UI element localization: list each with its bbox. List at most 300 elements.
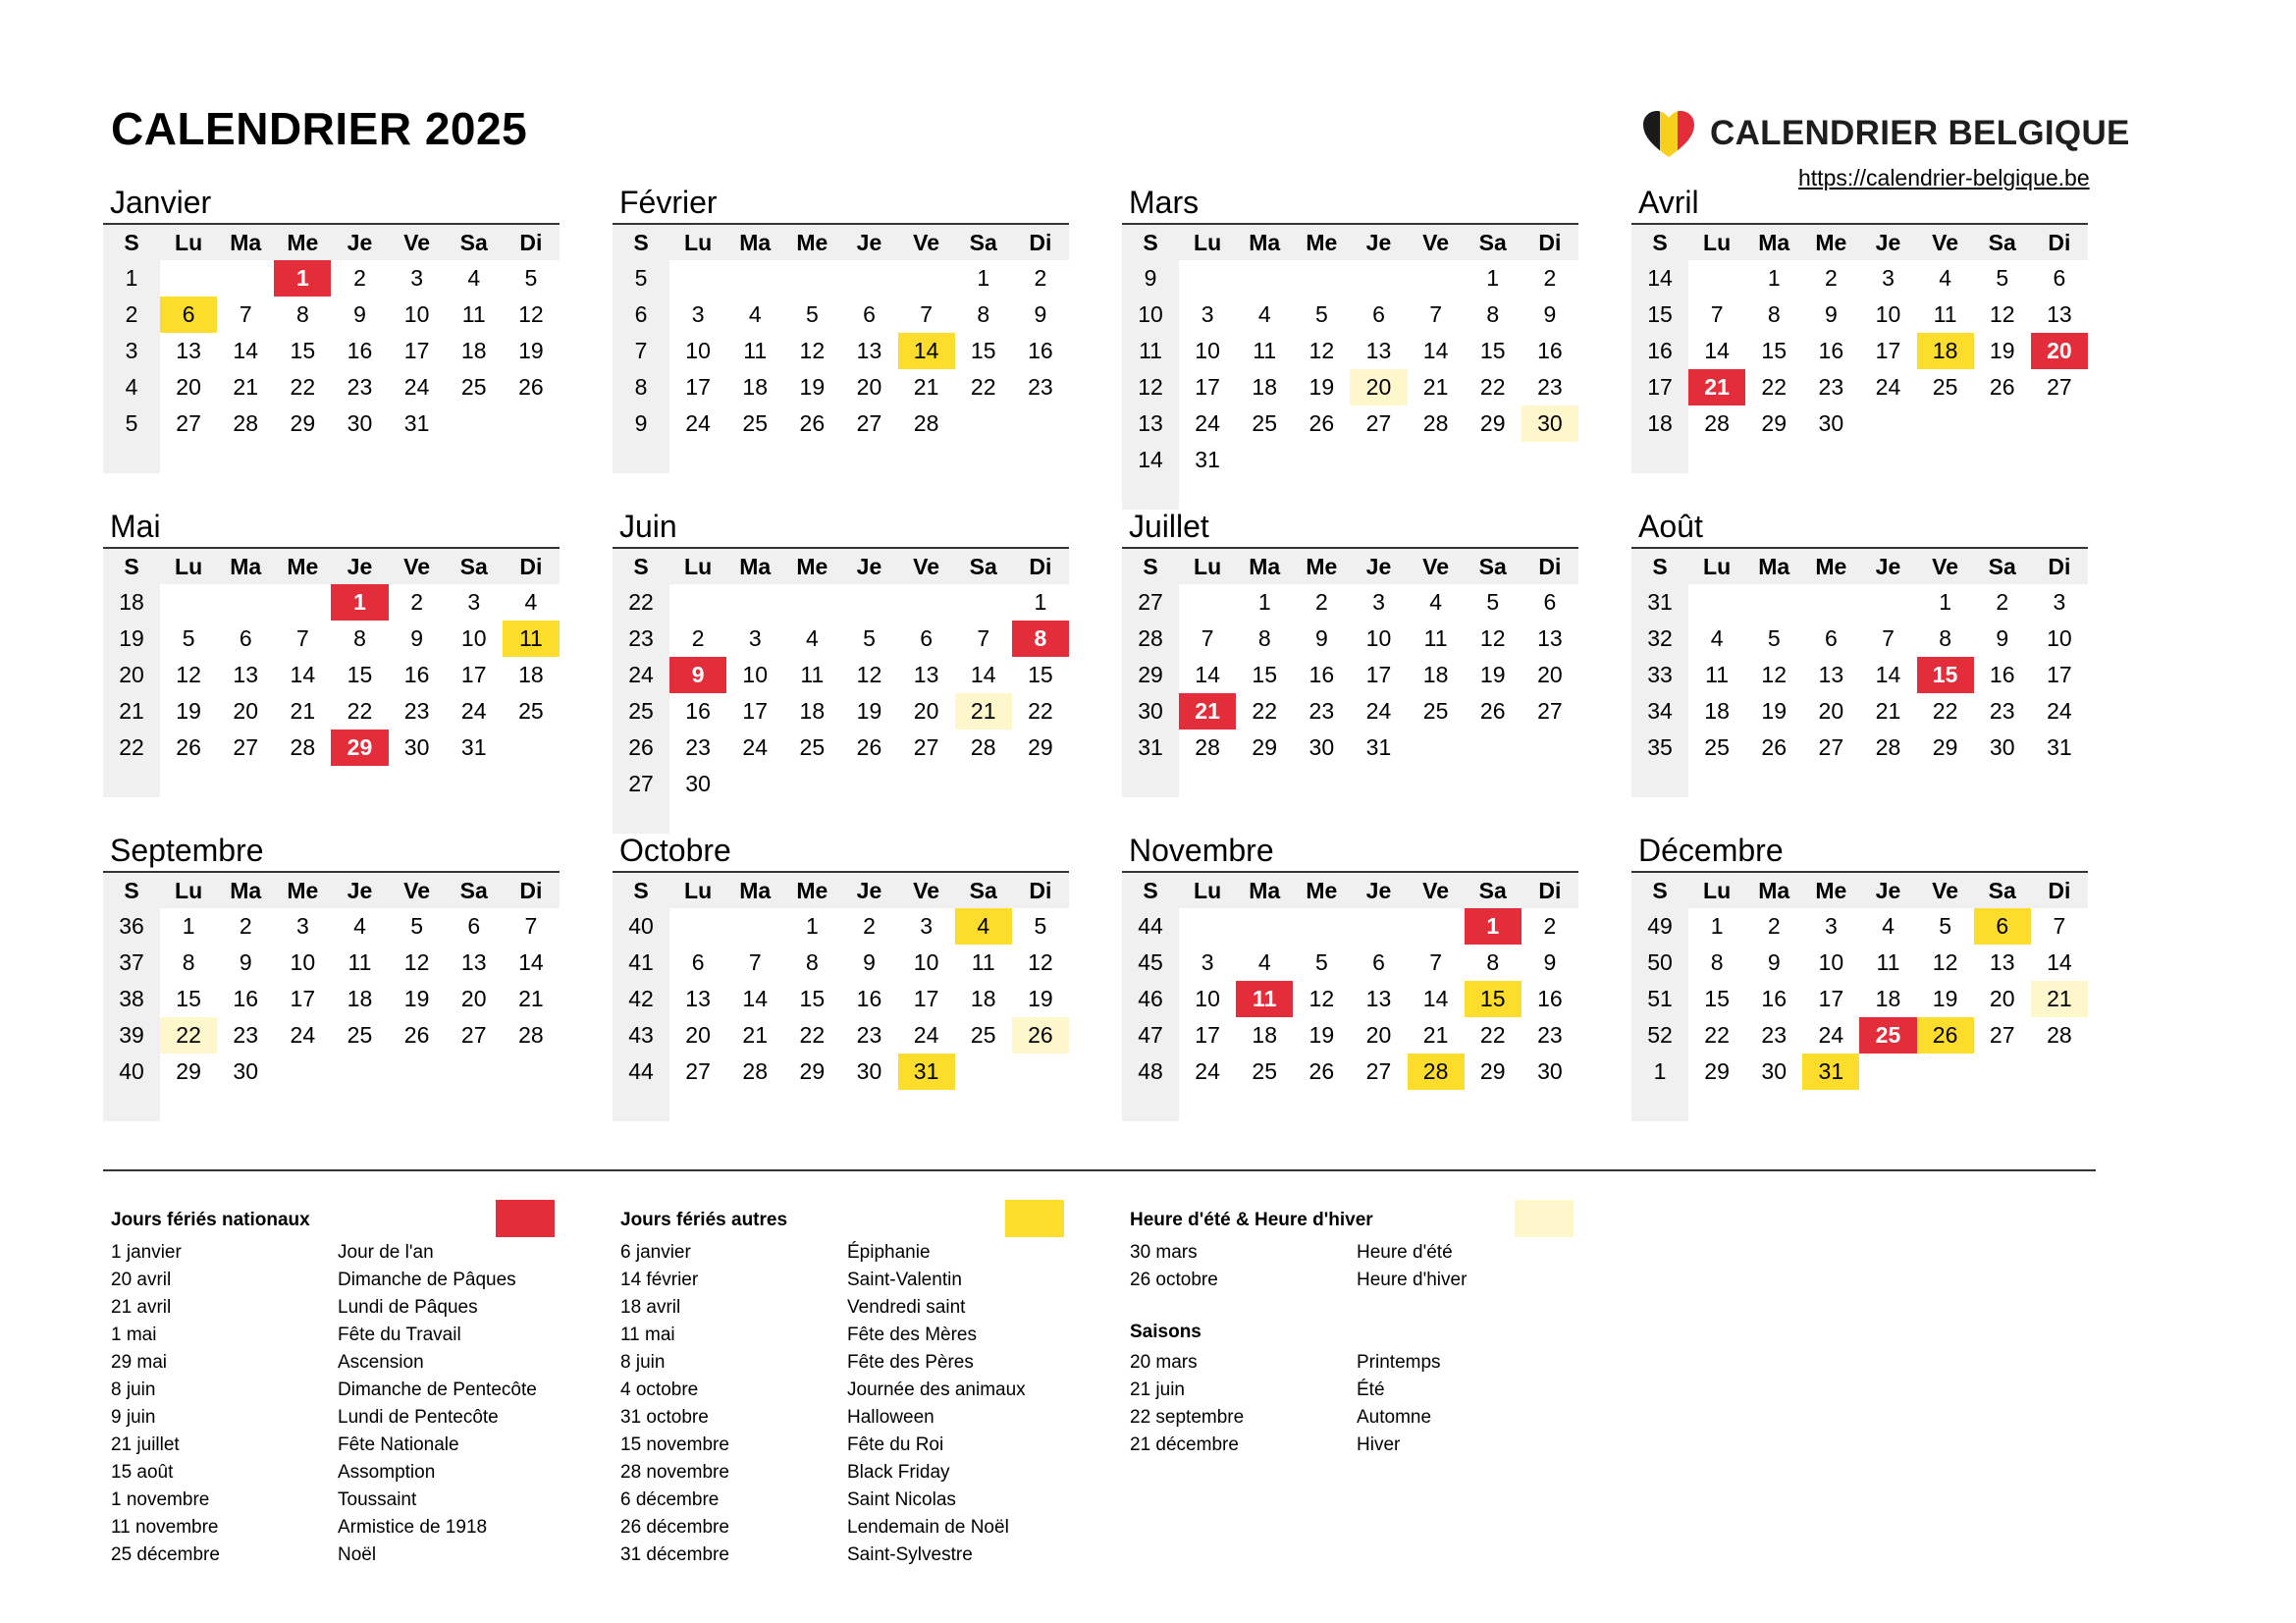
day-cell[interactable]: 6 — [1824, 625, 1838, 651]
day-cell[interactable]: 4 — [1710, 625, 1724, 651]
day-cell[interactable]: 14 — [1704, 338, 1730, 363]
day-cell[interactable]: 3 — [467, 589, 481, 615]
day-cell[interactable]: 8 — [1939, 625, 1951, 651]
day-cell[interactable]: 2 — [1996, 589, 2009, 615]
day-cell[interactable]: 27 — [1537, 698, 1563, 724]
day-cell[interactable]: 22 — [799, 1022, 826, 1048]
day-cell[interactable]: 15 — [1704, 986, 1730, 1011]
day-cell[interactable]: 5 — [524, 265, 538, 291]
day-cell[interactable]: 21 — [1179, 693, 1236, 730]
day-cell[interactable]: 30 — [1761, 1058, 1788, 1084]
day-cell[interactable]: 1 — [1257, 589, 1271, 615]
day-cell[interactable]: 13 — [685, 986, 711, 1011]
day-cell[interactable]: 17 — [403, 338, 430, 363]
day-cell[interactable]: 29 — [1028, 734, 1053, 760]
day-cell[interactable]: 12 — [856, 662, 882, 687]
day-cell[interactable]: 22 — [1932, 698, 1958, 724]
day-cell[interactable]: 11 — [461, 301, 486, 327]
day-cell[interactable]: 7 — [977, 625, 990, 651]
day-cell[interactable]: 17 — [913, 986, 939, 1011]
day-cell[interactable]: 4 — [1429, 589, 1442, 615]
day-cell[interactable]: 23 — [233, 1022, 259, 1048]
day-cell[interactable]: 10 — [1875, 301, 1901, 327]
day-cell[interactable]: 20 — [913, 698, 939, 724]
day-cell[interactable]: 19 — [1932, 986, 1958, 1011]
day-cell[interactable]: 28 — [1408, 1054, 1465, 1090]
day-cell[interactable]: 26 — [1917, 1017, 1974, 1054]
day-cell[interactable]: 4 — [1257, 301, 1271, 327]
day-cell[interactable]: 16 — [1761, 986, 1788, 1011]
day-cell[interactable]: 29 — [1479, 1058, 1506, 1084]
day-cell[interactable]: 12 — [1932, 949, 1958, 975]
day-cell[interactable]: 4 — [1257, 949, 1271, 975]
day-cell[interactable]: 20 — [233, 698, 259, 724]
day-cell[interactable]: 30 — [1989, 734, 2015, 760]
day-cell[interactable]: 10 — [403, 301, 430, 327]
day-cell[interactable]: 27 — [1365, 410, 1392, 436]
day-cell[interactable]: 5 — [410, 913, 423, 939]
day-cell[interactable]: 10 — [913, 949, 939, 975]
day-cell[interactable]: 25 — [1859, 1017, 1916, 1054]
day-cell[interactable]: 11 — [1876, 949, 1900, 975]
day-cell[interactable]: 17 — [742, 698, 769, 724]
day-cell[interactable]: 20 — [1350, 369, 1407, 406]
day-cell[interactable]: 5 — [1314, 301, 1328, 327]
day-cell[interactable]: 24 — [1195, 1058, 1220, 1084]
day-cell[interactable]: 16 — [1818, 338, 1844, 363]
day-cell[interactable]: 31 — [1195, 447, 1220, 472]
day-cell[interactable]: 19 — [1308, 374, 1335, 400]
day-cell[interactable]: 25 — [347, 1022, 373, 1048]
day-cell[interactable]: 19 — [518, 338, 544, 363]
day-cell[interactable]: 9 — [1034, 301, 1047, 327]
day-cell[interactable]: 23 — [856, 1022, 882, 1048]
day-cell[interactable]: 3 — [920, 913, 933, 939]
day-cell[interactable]: 18 — [1917, 333, 1974, 369]
day-cell[interactable]: 26 — [1308, 410, 1335, 436]
day-cell[interactable]: 18 — [1252, 1022, 1278, 1048]
day-cell[interactable]: 28 — [233, 410, 259, 436]
day-cell[interactable]: 16 — [347, 338, 373, 363]
day-cell[interactable]: 21 — [1422, 1022, 1449, 1048]
day-cell[interactable]: 13 — [460, 949, 487, 975]
day-cell[interactable]: 15 — [347, 662, 373, 687]
day-cell[interactable]: 17 — [685, 374, 711, 400]
day-cell[interactable]: 9 — [1824, 301, 1838, 327]
day-cell[interactable]: 4 — [805, 625, 819, 651]
day-cell[interactable]: 4 — [1882, 913, 1895, 939]
day-cell[interactable]: 13 — [233, 662, 259, 687]
day-cell[interactable]: 6 — [920, 625, 933, 651]
day-cell[interactable]: 15 — [799, 986, 826, 1011]
day-cell[interactable]: 20 — [1989, 986, 2015, 1011]
day-cell[interactable]: 26 — [1308, 1058, 1335, 1084]
day-cell[interactable]: 24 — [1195, 410, 1220, 436]
day-cell[interactable]: 6 — [1974, 908, 2031, 945]
day-cell[interactable]: 3 — [295, 913, 309, 939]
day-cell[interactable]: 4 — [1939, 265, 1951, 291]
day-cell[interactable]: 12 — [518, 301, 544, 327]
day-cell[interactable]: 22 — [970, 374, 996, 400]
day-cell[interactable]: 12 — [1989, 301, 2015, 327]
day-cell[interactable]: 13 — [1365, 986, 1392, 1011]
day-cell[interactable]: 20 — [685, 1022, 711, 1048]
day-cell[interactable]: 28 — [1195, 734, 1220, 760]
day-cell[interactable]: 6 — [1372, 949, 1385, 975]
day-cell[interactable]: 18 — [1704, 698, 1730, 724]
day-cell[interactable]: 27 — [1989, 1022, 2015, 1048]
day-cell[interactable]: 1 — [977, 265, 990, 291]
day-cell[interactable]: 24 — [290, 1022, 316, 1048]
day-cell[interactable]: 7 — [1201, 625, 1214, 651]
day-cell[interactable]: 16 — [685, 698, 711, 724]
day-cell[interactable]: 26 — [1012, 1017, 1069, 1054]
day-cell[interactable]: 6 — [691, 949, 705, 975]
day-cell[interactable]: 19 — [1028, 986, 1053, 1011]
day-cell[interactable]: 9 — [353, 301, 366, 327]
day-cell[interactable]: 30 — [403, 734, 430, 760]
day-cell[interactable]: 7 — [239, 301, 252, 327]
day-cell[interactable]: 29 — [1761, 410, 1788, 436]
day-cell[interactable]: 7 — [524, 913, 538, 939]
day-cell[interactable]: 9 — [1543, 949, 1557, 975]
day-cell[interactable]: 19 — [856, 698, 882, 724]
day-cell[interactable]: 17 — [460, 662, 487, 687]
day-cell[interactable]: 30 — [1308, 734, 1335, 760]
day-cell[interactable]: 30 — [685, 771, 711, 796]
day-cell[interactable]: 24 — [685, 410, 711, 436]
day-cell[interactable]: 26 — [799, 410, 826, 436]
day-cell[interactable]: 19 — [1308, 1022, 1335, 1048]
day-cell[interactable]: 31 — [1365, 734, 1392, 760]
day-cell[interactable]: 20 — [2031, 333, 2088, 369]
day-cell[interactable]: 16 — [233, 986, 259, 1011]
day-cell[interactable]: 31 — [460, 734, 487, 760]
day-cell[interactable]: 3 — [1201, 301, 1214, 327]
day-cell[interactable]: 23 — [1818, 374, 1844, 400]
day-cell[interactable]: 24 — [403, 374, 430, 400]
day-cell[interactable]: 25 — [1422, 698, 1449, 724]
day-cell[interactable]: 2 — [1314, 589, 1328, 615]
day-cell[interactable]: 20 — [1537, 662, 1563, 687]
day-cell[interactable]: 26 — [1989, 374, 2015, 400]
day-cell[interactable]: 23 — [347, 374, 373, 400]
day-cell[interactable]: 2 — [410, 589, 423, 615]
day-cell[interactable]: 5 — [1939, 913, 1951, 939]
day-cell[interactable]: 30 — [856, 1058, 882, 1084]
day-cell[interactable]: 23 — [403, 698, 430, 724]
day-cell[interactable]: 8 — [1257, 625, 1271, 651]
day-cell[interactable]: 28 — [1422, 410, 1449, 436]
day-cell[interactable]: 17 — [1365, 662, 1392, 687]
day-cell[interactable]: 10 — [1195, 338, 1220, 363]
day-cell[interactable]: 1 — [1710, 913, 1724, 939]
day-cell[interactable]: 8 — [1486, 949, 1500, 975]
day-cell[interactable]: 24 — [460, 698, 487, 724]
day-cell[interactable]: 25 — [1704, 734, 1730, 760]
day-cell[interactable]: 1 — [1486, 265, 1500, 291]
day-cell[interactable]: 19 — [1479, 662, 1506, 687]
day-cell[interactable]: 12 — [176, 662, 201, 687]
day-cell[interactable]: 29 — [1932, 734, 1958, 760]
day-cell[interactable]: 6 — [467, 913, 481, 939]
day-cell[interactable]: 10 — [1195, 986, 1220, 1011]
day-cell[interactable]: 7 — [295, 625, 309, 651]
day-cell[interactable]: 24 — [1818, 1022, 1844, 1048]
day-cell[interactable]: 25 — [742, 410, 769, 436]
day-cell[interactable]: 19 — [1989, 338, 2015, 363]
day-cell[interactable]: 11 — [1933, 301, 1957, 327]
day-cell[interactable]: 18 — [799, 698, 826, 724]
day-cell[interactable]: 9 — [669, 657, 726, 693]
day-cell[interactable]: 28 — [518, 1022, 544, 1048]
day-cell[interactable]: 30 — [1818, 410, 1844, 436]
day-cell[interactable]: 8 — [295, 301, 309, 327]
day-cell[interactable]: 3 — [410, 265, 423, 291]
day-cell[interactable]: 17 — [1195, 374, 1220, 400]
day-cell[interactable]: 11 — [1705, 662, 1730, 687]
day-cell[interactable]: 21 — [518, 986, 544, 1011]
day-cell[interactable]: 25 — [970, 1022, 996, 1048]
day-cell[interactable]: 6 — [239, 625, 252, 651]
day-cell[interactable]: 27 — [685, 1058, 711, 1084]
day-cell[interactable]: 22 — [347, 698, 373, 724]
day-cell[interactable]: 3 — [1882, 265, 1895, 291]
day-cell[interactable]: 15 — [290, 338, 316, 363]
day-cell[interactable]: 10 — [2047, 625, 2072, 651]
day-cell[interactable]: 4 — [467, 265, 481, 291]
day-cell[interactable]: 10 — [290, 949, 316, 975]
day-cell[interactable]: 5 — [1486, 589, 1500, 615]
day-cell[interactable]: 2 — [1543, 913, 1557, 939]
day-cell[interactable]: 5 — [863, 625, 876, 651]
day-cell[interactable]: 24 — [1365, 698, 1392, 724]
day-cell[interactable]: 20 — [460, 986, 487, 1011]
day-cell[interactable]: 4 — [524, 589, 538, 615]
day-cell[interactable]: 1 — [1767, 265, 1781, 291]
day-cell[interactable]: 9 — [410, 625, 423, 651]
day-cell[interactable]: 13 — [856, 338, 882, 363]
day-cell[interactable]: 2 — [1543, 265, 1557, 291]
day-cell[interactable]: 16 — [1989, 662, 2015, 687]
day-cell[interactable]: 21 — [1875, 698, 1901, 724]
day-cell[interactable]: 21 — [1688, 369, 1745, 406]
day-cell[interactable]: 31 — [2047, 734, 2072, 760]
day-cell[interactable]: 12 — [1308, 338, 1335, 363]
day-cell[interactable]: 18 — [460, 338, 487, 363]
day-cell[interactable]: 2 — [1767, 913, 1781, 939]
day-cell[interactable]: 1 — [1465, 908, 1522, 945]
day-cell[interactable]: 8 — [977, 301, 990, 327]
day-cell[interactable]: 8 — [1012, 621, 1069, 657]
day-cell[interactable]: 28 — [913, 410, 939, 436]
day-cell[interactable]: 26 — [1479, 698, 1506, 724]
day-cell[interactable]: 22 — [1479, 1022, 1506, 1048]
day-cell[interactable]: 7 — [1882, 625, 1895, 651]
day-cell[interactable]: 27 — [2047, 374, 2072, 400]
day-cell[interactable]: 1 — [1939, 589, 1951, 615]
day-cell[interactable]: 28 — [970, 734, 996, 760]
day-cell[interactable]: 27 — [913, 734, 939, 760]
day-cell[interactable]: 30 — [1522, 406, 1578, 442]
day-cell[interactable]: 13 — [1989, 949, 2015, 975]
day-cell[interactable]: 8 — [805, 949, 819, 975]
day-cell[interactable]: 15 — [1028, 662, 1053, 687]
day-cell[interactable]: 17 — [290, 986, 316, 1011]
day-cell[interactable]: 28 — [742, 1058, 769, 1084]
day-cell[interactable]: 15 — [1917, 657, 1974, 693]
day-cell[interactable]: 26 — [1761, 734, 1788, 760]
day-cell[interactable]: 2 — [863, 913, 876, 939]
day-cell[interactable]: 23 — [1537, 374, 1563, 400]
day-cell[interactable]: 17 — [1195, 1022, 1220, 1048]
day-cell[interactable]: 7 — [1429, 949, 1442, 975]
day-cell[interactable]: 1 — [1034, 589, 1047, 615]
day-cell[interactable]: 7 — [920, 301, 933, 327]
day-cell[interactable]: 13 — [1365, 338, 1392, 363]
day-cell[interactable]: 31 — [1802, 1054, 1859, 1090]
day-cell[interactable]: 6 — [1372, 301, 1385, 327]
day-cell[interactable]: 12 — [799, 338, 826, 363]
day-cell[interactable]: 4 — [748, 301, 762, 327]
day-cell[interactable]: 24 — [913, 1022, 939, 1048]
day-cell[interactable]: 9 — [1314, 625, 1328, 651]
day-cell[interactable]: 21 — [742, 1022, 769, 1048]
day-cell[interactable]: 12 — [1479, 625, 1506, 651]
day-cell[interactable]: 3 — [691, 301, 705, 327]
day-cell[interactable]: 30 — [347, 410, 373, 436]
day-cell[interactable]: 11 — [503, 621, 560, 657]
day-cell[interactable]: 9 — [1767, 949, 1781, 975]
day-cell[interactable]: 18 — [742, 374, 769, 400]
day-cell[interactable]: 14 — [290, 662, 316, 687]
day-cell[interactable]: 6 — [1543, 589, 1557, 615]
day-cell[interactable]: 7 — [2053, 913, 2066, 939]
day-cell[interactable]: 14 — [970, 662, 996, 687]
day-cell[interactable]: 25 — [518, 698, 544, 724]
day-cell[interactable]: 15 — [970, 338, 996, 363]
day-cell[interactable]: 9 — [239, 949, 252, 975]
day-cell[interactable]: 29 — [1704, 1058, 1730, 1084]
day-cell[interactable]: 18 — [1252, 374, 1278, 400]
day-cell[interactable]: 19 — [799, 374, 826, 400]
day-cell[interactable]: 29 — [176, 1058, 201, 1084]
day-cell[interactable]: 20 — [856, 374, 882, 400]
day-cell[interactable]: 19 — [176, 698, 201, 724]
day-cell[interactable]: 2 — [239, 913, 252, 939]
day-cell[interactable]: 14 — [1422, 338, 1449, 363]
day-cell[interactable]: 16 — [403, 662, 430, 687]
day-cell[interactable]: 4 — [353, 913, 366, 939]
day-cell[interactable]: 11 — [800, 662, 825, 687]
day-cell[interactable]: 12 — [1308, 986, 1335, 1011]
day-cell[interactable]: 22 — [160, 1017, 217, 1054]
day-cell[interactable]: 9 — [1543, 301, 1557, 327]
day-cell[interactable]: 8 — [353, 625, 366, 651]
day-cell[interactable]: 22 — [1761, 374, 1788, 400]
day-cell[interactable]: 2 — [353, 265, 366, 291]
day-cell[interactable]: 15 — [176, 986, 201, 1011]
day-cell[interactable]: 11 — [1253, 338, 1277, 363]
day-cell[interactable]: 18 — [1875, 986, 1901, 1011]
day-cell[interactable]: 21 — [1422, 374, 1449, 400]
day-cell[interactable]: 22 — [1252, 698, 1278, 724]
day-cell[interactable]: 5 — [805, 301, 819, 327]
day-cell[interactable]: 6 — [2053, 265, 2066, 291]
day-cell[interactable]: 13 — [1537, 625, 1563, 651]
day-cell[interactable]: 13 — [176, 338, 201, 363]
day-cell[interactable]: 19 — [1761, 698, 1788, 724]
day-cell[interactable]: 29 — [1479, 410, 1506, 436]
day-cell[interactable]: 25 — [1252, 410, 1278, 436]
day-cell[interactable]: 18 — [1422, 662, 1449, 687]
day-cell[interactable]: 25 — [1932, 374, 1958, 400]
day-cell[interactable]: 20 — [176, 374, 201, 400]
day-cell[interactable]: 11 — [347, 949, 372, 975]
day-cell[interactable]: 28 — [1704, 410, 1730, 436]
day-cell[interactable]: 3 — [1201, 949, 1214, 975]
day-cell[interactable]: 21 — [913, 374, 939, 400]
day-cell[interactable]: 16 — [1308, 662, 1335, 687]
day-cell[interactable]: 29 — [331, 730, 388, 766]
day-cell[interactable]: 14 — [1875, 662, 1901, 687]
day-cell[interactable]: 24 — [2047, 698, 2072, 724]
day-cell[interactable]: 18 — [347, 986, 373, 1011]
day-cell[interactable]: 27 — [233, 734, 259, 760]
day-cell[interactable]: 13 — [2047, 301, 2072, 327]
day-cell[interactable]: 28 — [1875, 734, 1901, 760]
day-cell[interactable]: 11 — [1236, 981, 1293, 1017]
day-cell[interactable]: 30 — [1537, 1058, 1563, 1084]
day-cell[interactable]: 7 — [1710, 301, 1724, 327]
day-cell[interactable]: 21 — [290, 698, 316, 724]
day-cell[interactable]: 31 — [403, 410, 430, 436]
day-cell[interactable]: 8 — [1710, 949, 1724, 975]
day-cell[interactable]: 27 — [1818, 734, 1844, 760]
day-cell[interactable]: 27 — [460, 1022, 487, 1048]
day-cell[interactable]: 31 — [898, 1054, 955, 1090]
day-cell[interactable]: 12 — [1761, 662, 1788, 687]
day-cell[interactable]: 14 — [898, 333, 955, 369]
day-cell[interactable]: 12 — [1028, 949, 1053, 975]
day-cell[interactable]: 5 — [182, 625, 195, 651]
day-cell[interactable]: 5 — [1767, 625, 1781, 651]
day-cell[interactable]: 23 — [1308, 698, 1335, 724]
day-cell[interactable]: 6 — [863, 301, 876, 327]
day-cell[interactable]: 24 — [742, 734, 769, 760]
day-cell[interactable]: 8 — [182, 949, 195, 975]
day-cell[interactable]: 3 — [1824, 913, 1838, 939]
day-cell[interactable]: 26 — [403, 1022, 430, 1048]
day-cell[interactable]: 17 — [2047, 662, 2072, 687]
day-cell[interactable]: 1 — [182, 913, 195, 939]
day-cell[interactable]: 5 — [1314, 949, 1328, 975]
day-cell[interactable]: 10 — [460, 625, 487, 651]
day-cell[interactable]: 9 — [1996, 625, 2009, 651]
day-cell[interactable]: 26 — [856, 734, 882, 760]
day-cell[interactable]: 23 — [1761, 1022, 1788, 1048]
day-cell[interactable]: 3 — [1372, 589, 1385, 615]
day-cell[interactable]: 29 — [290, 410, 316, 436]
day-cell[interactable]: 10 — [685, 338, 711, 363]
day-cell[interactable]: 5 — [1034, 913, 1047, 939]
day-cell[interactable]: 2 — [691, 625, 705, 651]
day-cell[interactable]: 1 — [331, 584, 388, 621]
day-cell[interactable]: 23 — [1028, 374, 1053, 400]
day-cell[interactable]: 21 — [2031, 981, 2088, 1017]
day-cell[interactable]: 27 — [856, 410, 882, 436]
day-cell[interactable]: 6 — [160, 297, 217, 333]
